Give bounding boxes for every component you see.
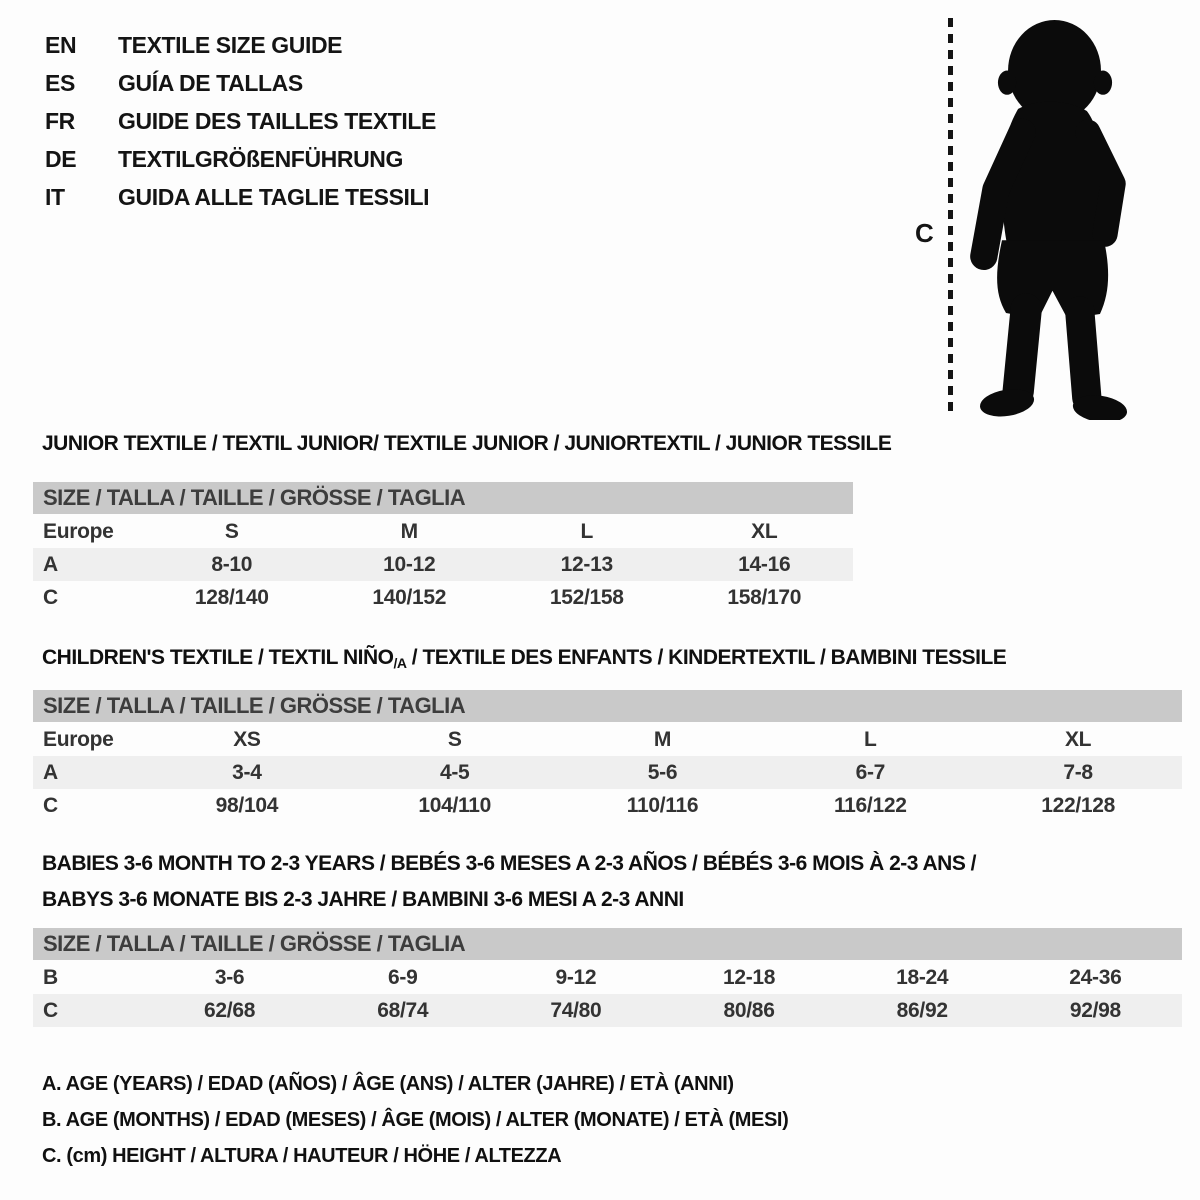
size-value-cell: 5-6	[647, 760, 678, 784]
legend-line-age-months: B. AGE (MONTHS) / EDAD (MESES) / ÂGE (MOIS) / ALTER (MONATE) / ETÀ (MESI)	[42, 1108, 789, 1131]
table-row	[33, 756, 1182, 789]
size-value-cell: XS	[233, 727, 261, 751]
size-value-cell: S	[447, 727, 462, 751]
children-table	[33, 723, 1182, 822]
language-title-list	[45, 26, 436, 216]
size-value-cell: 12-18	[722, 965, 776, 989]
height-measure-dotted-line	[948, 18, 953, 418]
table-row	[33, 961, 1182, 994]
row-label: A	[43, 760, 58, 784]
size-value-cell: 128/140	[194, 585, 269, 609]
section-title-line-2: BABYS 3-6 MONATE BIS 2-3 JAHRE / BAMBINI 3-6 MESI A 2-3 ANNI	[42, 888, 684, 911]
size-value-cell: L	[580, 519, 594, 543]
size-value-cell: 4-5	[439, 760, 470, 784]
language-code: FR	[45, 107, 75, 134]
size-value-cell: L	[864, 727, 877, 751]
size-value-cell: 3-4	[232, 760, 262, 784]
legend-line-height: C. (cm) HEIGHT / ALTURA / HAUTEUR / HÖHE / ALTEZZA	[42, 1144, 562, 1167]
row-label: Europe	[43, 727, 114, 751]
size-value-cell: XL	[751, 519, 778, 543]
size-value-cell: M	[400, 519, 418, 543]
size-value-cell: 92/98	[1069, 998, 1121, 1022]
babies-size-table	[33, 928, 1182, 1027]
size-value-cell: 8-10	[211, 552, 253, 576]
size-value-cell: 116/122	[833, 793, 907, 817]
row-label: A	[43, 552, 58, 576]
table-row	[33, 723, 1182, 756]
section-title-junior	[42, 432, 891, 456]
size-value-cell: 14-16	[738, 552, 791, 576]
language-code: DE	[45, 145, 77, 172]
language-row-fr	[45, 102, 436, 140]
children-size-table	[33, 690, 1182, 822]
size-value-cell: 86/92	[896, 998, 948, 1022]
section-title-text: CHILDREN'S TEXTILE / TEXTIL NIÑO	[42, 646, 394, 669]
size-value-cell: 18-24	[896, 965, 949, 989]
guide-title-de: TEXTILGRÖßENFÜHRUNG	[118, 145, 403, 172]
table-row	[33, 515, 853, 548]
language-code: EN	[45, 31, 77, 58]
junior-size-table	[33, 482, 853, 614]
size-value-cell: 122/128	[1041, 793, 1115, 817]
toddler-silhouette-icon	[965, 16, 1143, 420]
section-title-text: / TEXTILE DES ENFANTS / KINDERTEXTIL / BAMBINI TESSILE	[406, 646, 1007, 669]
section-title-babies	[42, 846, 1022, 918]
size-value-cell: S	[224, 519, 239, 543]
table-row	[33, 548, 853, 581]
size-value-cell: 74/80	[550, 998, 602, 1022]
section-title-line-1: BABIES 3-6 MONTH TO 2-3 YEARS / BEBÉS 3-6 MESES A 2-3 AÑOS / BÉBÉS 3-6 MOIS À 2-3 ANS /	[42, 852, 977, 875]
size-value-cell: 3-6	[214, 965, 245, 989]
table-row	[33, 994, 1182, 1027]
size-value-cell: 12-13	[560, 552, 613, 576]
babies-table	[33, 961, 1182, 1027]
language-row-es	[45, 64, 436, 102]
size-value-cell: 98/104	[215, 793, 279, 817]
size-value-cell: 68/74	[377, 998, 429, 1022]
section-title-children	[42, 646, 1006, 671]
junior-table	[33, 515, 853, 614]
language-row-en	[45, 26, 436, 64]
section-title-text: JUNIOR TEXTILE / TEXTIL JUNIOR/ TEXTILE JUNIOR / JUNIORTEXTIL / JUNIOR TESSILE	[42, 432, 892, 455]
height-figure	[905, 14, 1155, 424]
row-label: C	[43, 998, 58, 1022]
size-value-cell: 24-36	[1069, 965, 1122, 989]
size-value-cell: 6-9	[388, 965, 418, 989]
size-value-cell: 10-12	[383, 552, 436, 576]
table-row	[33, 581, 853, 614]
row-label: Europe	[43, 519, 114, 543]
size-value-cell: 152/158	[549, 585, 624, 609]
size-value-cell: XL	[1064, 727, 1092, 751]
language-code: IT	[45, 183, 65, 210]
size-value-cell: 110/116	[626, 793, 699, 817]
table-header-bar: SIZE / TALLA / TAILLE / GRÖSSE / TAGLIA	[33, 690, 1182, 723]
size-value-cell: 7-8	[1063, 760, 1093, 784]
row-label: B	[43, 965, 58, 989]
table-header-bar: SIZE / TALLA / TAILLE / GRÖSSE / TAGLIA	[33, 482, 853, 515]
guide-title-es: GUÍA DE TALLAS	[118, 69, 303, 96]
guide-title-it: GUIDA ALLE TAGLIE TESSILI	[118, 183, 430, 210]
size-value-cell: M	[653, 727, 672, 751]
size-value-cell: 104/110	[418, 793, 492, 817]
size-value-cell: 62/68	[204, 998, 256, 1022]
section-title-subscript: /A	[393, 655, 407, 671]
legend-line-age-years: A. AGE (YEARS) / EDAD (AÑOS) / ÂGE (ANS) / ALTER (JAHRE) / ETÀ (ANNI)	[42, 1072, 734, 1095]
table-header-bar: SIZE / TALLA / TAILLE / GRÖSSE / TAGLIA	[33, 928, 1182, 961]
language-row-de	[45, 140, 436, 178]
measurement-legend	[42, 1066, 788, 1174]
row-label: C	[43, 793, 58, 817]
language-code: ES	[45, 69, 75, 96]
height-measure-label: C	[915, 218, 934, 248]
language-row-it	[45, 178, 436, 216]
size-value-cell: 80/86	[723, 998, 775, 1022]
guide-title-en: TEXTILE SIZE GUIDE	[118, 31, 343, 58]
table-row	[33, 789, 1182, 822]
guide-title-fr: GUIDE DES TAILLES TEXTILE	[118, 107, 436, 134]
size-value-cell: 6-7	[855, 760, 886, 784]
size-value-cell: 140/152	[372, 585, 447, 609]
size-value-cell: 158/170	[727, 585, 802, 609]
row-label: C	[43, 585, 58, 609]
size-value-cell: 9-12	[555, 965, 597, 989]
